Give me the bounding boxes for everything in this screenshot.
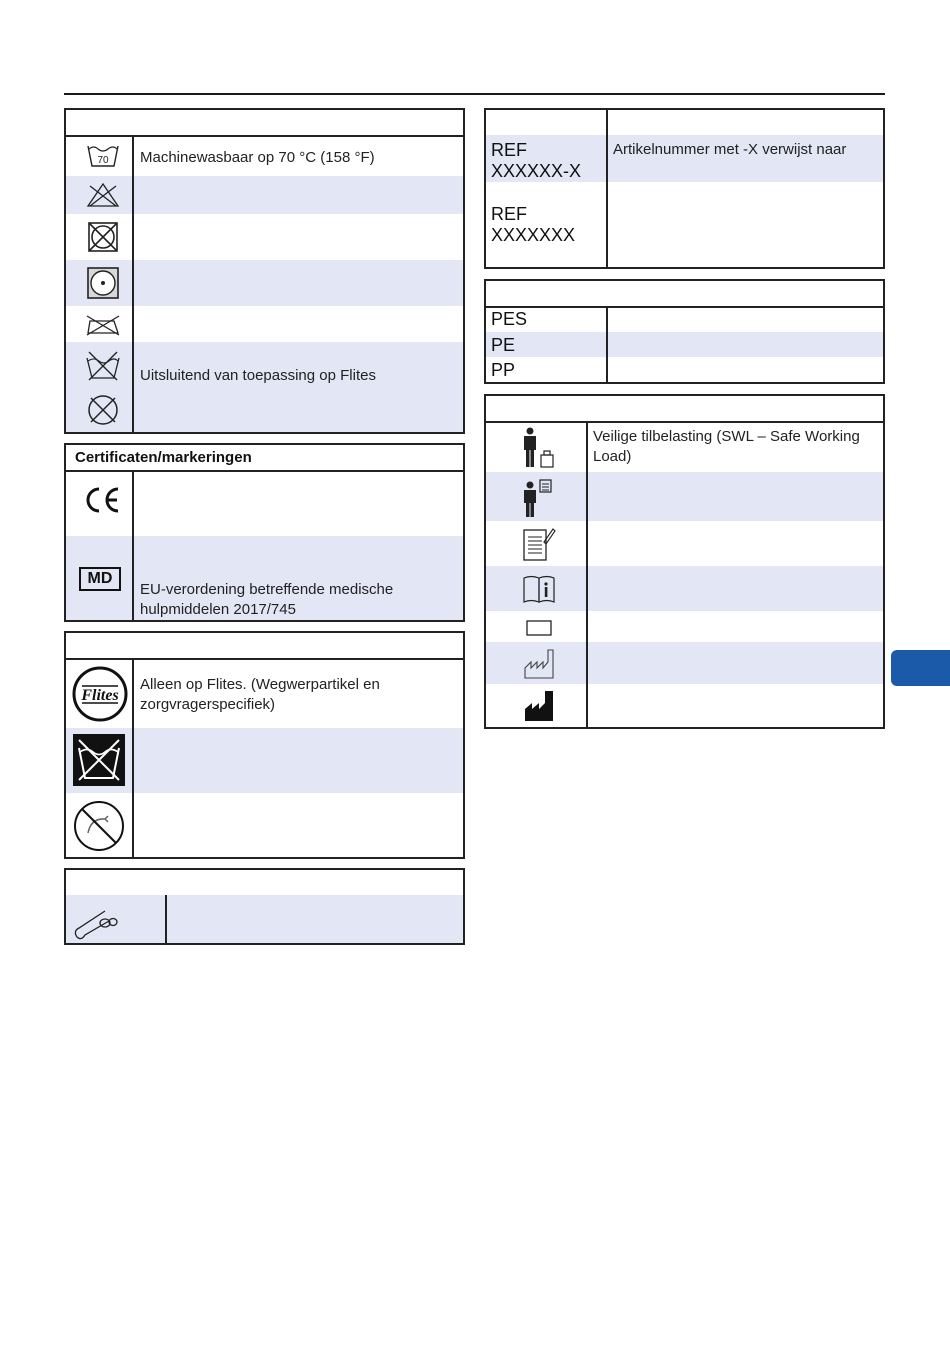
swl-label: Veilige tilbelasting (SWL – Safe Working Load)	[593, 428, 860, 465]
ce-mark-icon	[82, 485, 122, 515]
manufacturer-icon	[523, 689, 555, 723]
table-row	[66, 470, 463, 536]
table-row	[486, 135, 883, 182]
ref-header	[486, 110, 883, 137]
manufacture-date-icon	[523, 648, 555, 680]
column-divider	[132, 658, 134, 857]
top-rule	[64, 93, 885, 95]
attachment-table	[64, 868, 465, 945]
chapter-tab	[891, 650, 950, 686]
column-divider	[606, 306, 608, 382]
attachment-header	[66, 870, 463, 897]
table-row	[66, 214, 463, 260]
certificates-header	[66, 445, 463, 472]
ref-x-description: Artikelnummer met -X verwijst naar	[613, 141, 847, 158]
no-tumble-dry-icon	[86, 220, 120, 254]
mdr-label: EU-verordening betreffende medische hulpmiddelen 2017/745	[140, 581, 394, 618]
table-row	[66, 728, 463, 793]
table-row	[66, 135, 463, 176]
table-row	[66, 793, 463, 857]
table-row	[486, 332, 883, 357]
svg-text:70: 70	[97, 155, 109, 166]
certificates-title: Certificaten/markeringen	[75, 449, 252, 466]
no-wash-icon	[84, 350, 122, 382]
flites-disposable-label: Alleen op Flites. (Wegwerpartikel en zorgvragerspecifiek)	[140, 676, 380, 713]
no-iron-icon	[84, 313, 122, 337]
no-reuse-icon	[73, 800, 125, 852]
table-row	[66, 342, 463, 432]
wash-70-label: Machinewasbaar op 70 °C (158 °F)	[140, 149, 375, 166]
safe-working-load-icon	[521, 427, 555, 469]
flites-only-label: Uitsluitend van toepassing op Flites	[140, 367, 376, 384]
table-row	[66, 306, 463, 342]
column-divider	[132, 470, 134, 620]
washing-table-header	[66, 110, 463, 137]
patient-id-icon	[521, 478, 555, 518]
table-row	[486, 357, 883, 382]
table-row	[486, 306, 883, 332]
column-divider	[165, 895, 167, 943]
rectangle-icon	[526, 620, 552, 636]
loop-clip-icon	[71, 901, 121, 941]
ref-table	[484, 108, 885, 269]
info-header	[486, 396, 883, 423]
table-row	[66, 176, 463, 214]
column-divider	[132, 135, 134, 432]
read-instructions-icon	[522, 574, 556, 604]
washing-table	[64, 108, 465, 434]
table-row	[66, 895, 463, 943]
material-pe: PE	[491, 335, 516, 355]
flites-table	[64, 631, 465, 859]
column-divider	[586, 421, 588, 727]
no-wash-inverted-icon	[73, 734, 125, 786]
no-dry-clean-icon	[86, 393, 120, 427]
flites-logo-icon	[72, 666, 128, 722]
svg-text:Flites: Flites	[81, 687, 119, 704]
table-row	[66, 536, 463, 620]
no-bleach-icon	[86, 182, 120, 208]
tumble-dry-icon	[86, 266, 120, 300]
wash-70-icon	[86, 143, 120, 169]
ref-code-x: REF XXXXXX-X	[491, 140, 582, 181]
materials-header	[486, 281, 883, 308]
material-pp: PP	[491, 360, 516, 380]
ref-code: REF XXXXXXX	[491, 204, 576, 245]
material-pes: PES	[491, 309, 528, 329]
certificates-table	[64, 443, 465, 622]
record-note-icon	[522, 526, 556, 562]
md-mark-icon: MD	[79, 567, 121, 591]
table-row	[66, 260, 463, 306]
table-row	[486, 182, 883, 267]
info-symbols-table	[484, 394, 885, 729]
column-divider	[606, 110, 608, 267]
materials-table	[484, 279, 885, 384]
flites-header	[66, 633, 463, 660]
